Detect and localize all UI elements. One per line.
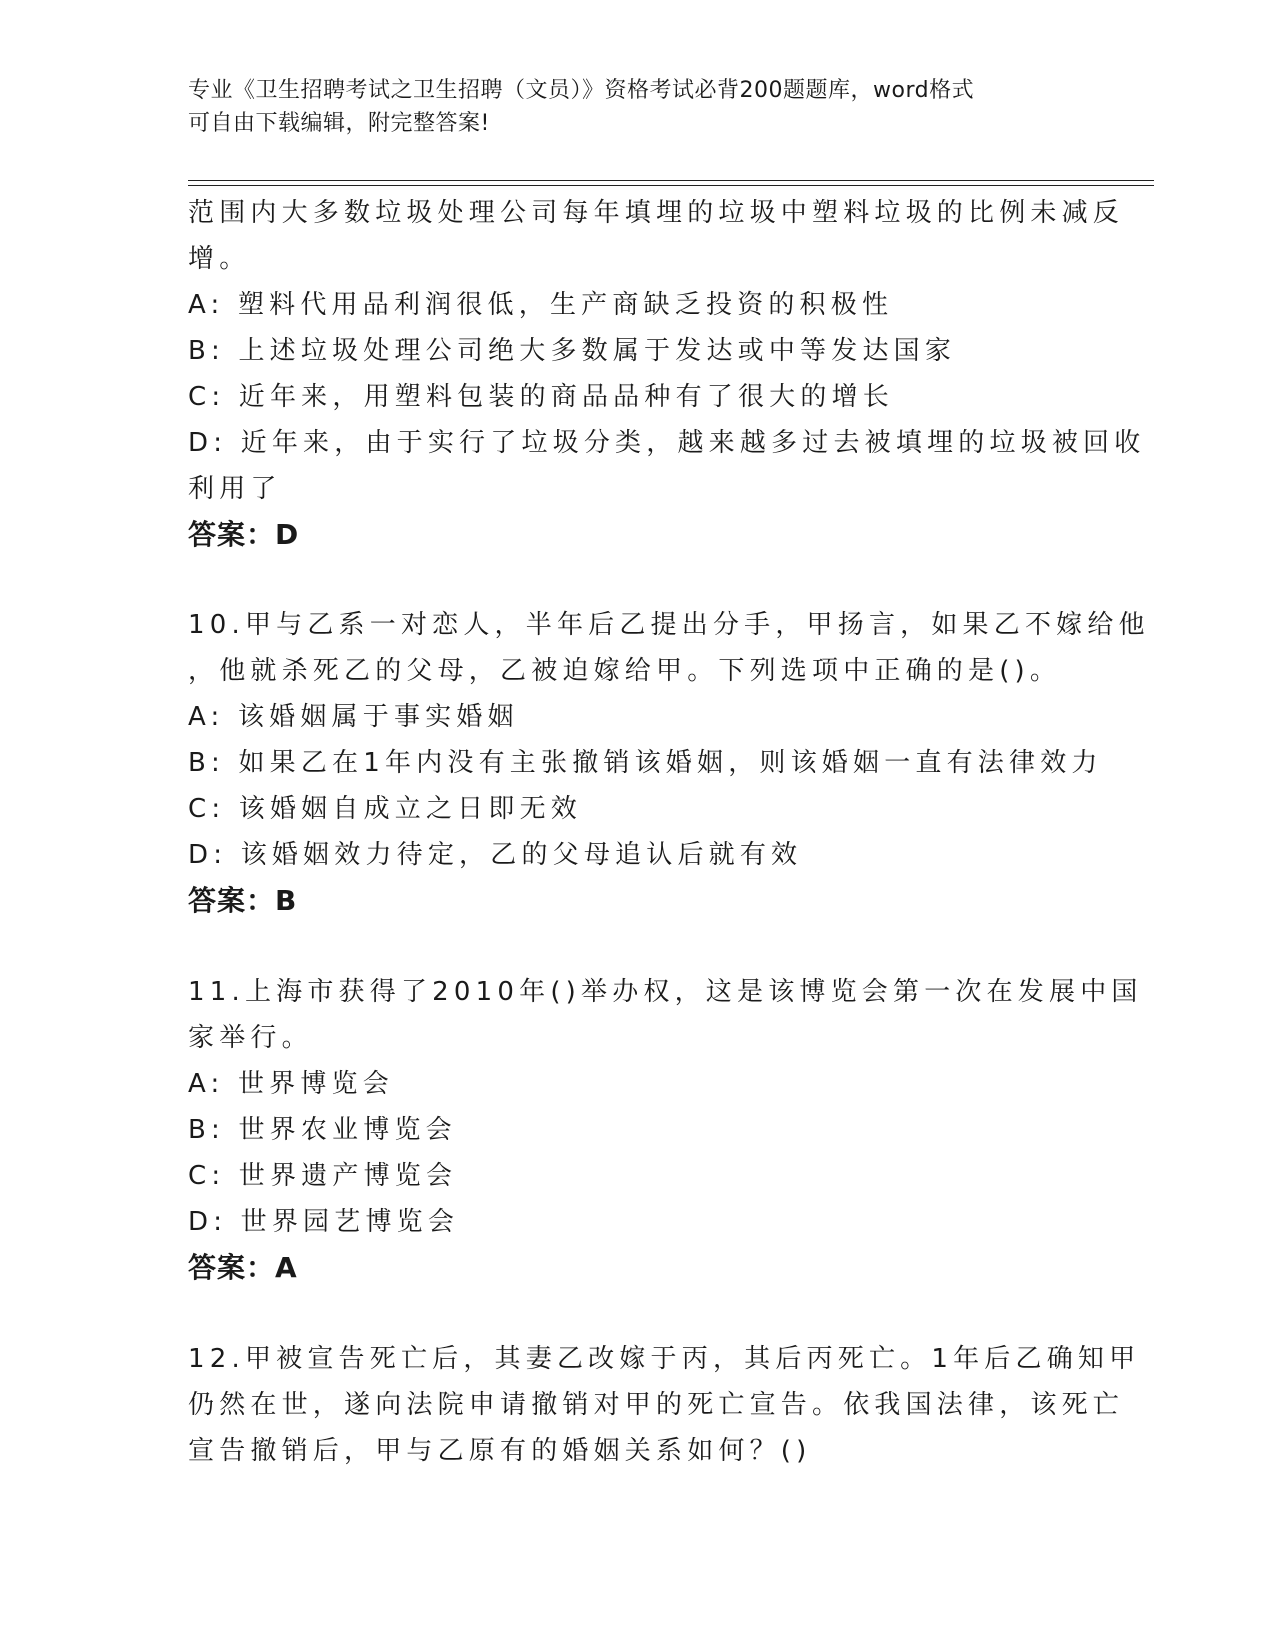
option-b: B: 世界农业博览会	[188, 1115, 457, 1145]
option-d: D: 该婚姻效力待定，乙的父母追认后就有效	[188, 840, 803, 870]
question-12	[188, 1336, 1141, 1474]
option-b: B: 上述垃圾处理公司绝大多数属于发达或中等发达国家	[188, 336, 957, 366]
question-stem: 增。	[188, 244, 251, 274]
option-a: A: 该婚姻属于事实婚姻	[188, 702, 519, 732]
option-a: A: 塑料代用品利润很低，生产商缺乏投资的积极性	[188, 290, 894, 320]
header-title-line-1: 专业《卫生招聘考试之卫生招聘（文员）》资格考试必背200题题库，word格式	[188, 78, 975, 103]
question-stem: 仍然在世，遂向法院申请撤销对甲的死亡宣告。依我国法律，该死亡	[188, 1390, 1125, 1420]
answer-label: 答案：D	[188, 518, 300, 551]
question-stem: 范围内大多数垃圾处理公司每年填埋的垃圾中塑料垃圾的比例未减反	[188, 198, 1125, 228]
question-stem: 12.甲被宣告死亡后，其妻乙改嫁于丙，其后丙死亡。1年后乙确知甲	[188, 1344, 1141, 1374]
question-11	[188, 969, 1143, 1291]
answer-label: 答案：A	[188, 1251, 298, 1284]
page-header	[188, 74, 1068, 140]
question-stem: 11.上海市获得了2010年()举办权，这是该博览会第一次在发展中国	[188, 977, 1143, 1007]
option-d: D: 近年来，由于实行了垃圾分类，越来越多过去被填埋的垃圾被回收	[188, 428, 1146, 458]
option-c: C: 世界遗产博览会	[188, 1161, 458, 1191]
option-d-continued: 利用了	[188, 474, 282, 504]
question-list	[188, 190, 1150, 1474]
question-stem: 家举行。	[188, 1023, 313, 1053]
spacer	[188, 558, 1088, 602]
header-divider-top	[188, 180, 1154, 181]
header-divider-bottom	[188, 185, 1154, 186]
question-10	[188, 602, 1150, 924]
option-b: B: 如果乙在1年内没有主张撤销该婚姻，则该婚姻一直有法律效力	[188, 748, 1103, 778]
option-c: C: 近年来，用塑料包装的商品品种有了很大的增长	[188, 382, 894, 412]
spacer	[188, 1291, 1088, 1336]
option-a: A: 世界博览会	[188, 1069, 394, 1099]
question-stem: ，他就杀死乙的父母，乙被迫嫁给甲。下列选项中正确的是()。	[188, 656, 1062, 686]
question-stem: 宣告撤销后，甲与乙原有的婚姻关系如何？()	[188, 1436, 812, 1466]
question-9	[188, 190, 1146, 558]
spacer	[188, 924, 1088, 969]
header-title-line-2: 可自由下载编辑，附完整答案!	[188, 111, 490, 136]
question-stem: 10.甲与乙系一对恋人，半年后乙提出分手，甲扬言，如果乙不嫁给他	[188, 610, 1150, 640]
option-c: C: 该婚姻自成立之日即无效	[188, 794, 582, 824]
option-d: D: 世界园艺博览会	[188, 1207, 460, 1237]
answer-label: 答案：B	[188, 884, 298, 917]
